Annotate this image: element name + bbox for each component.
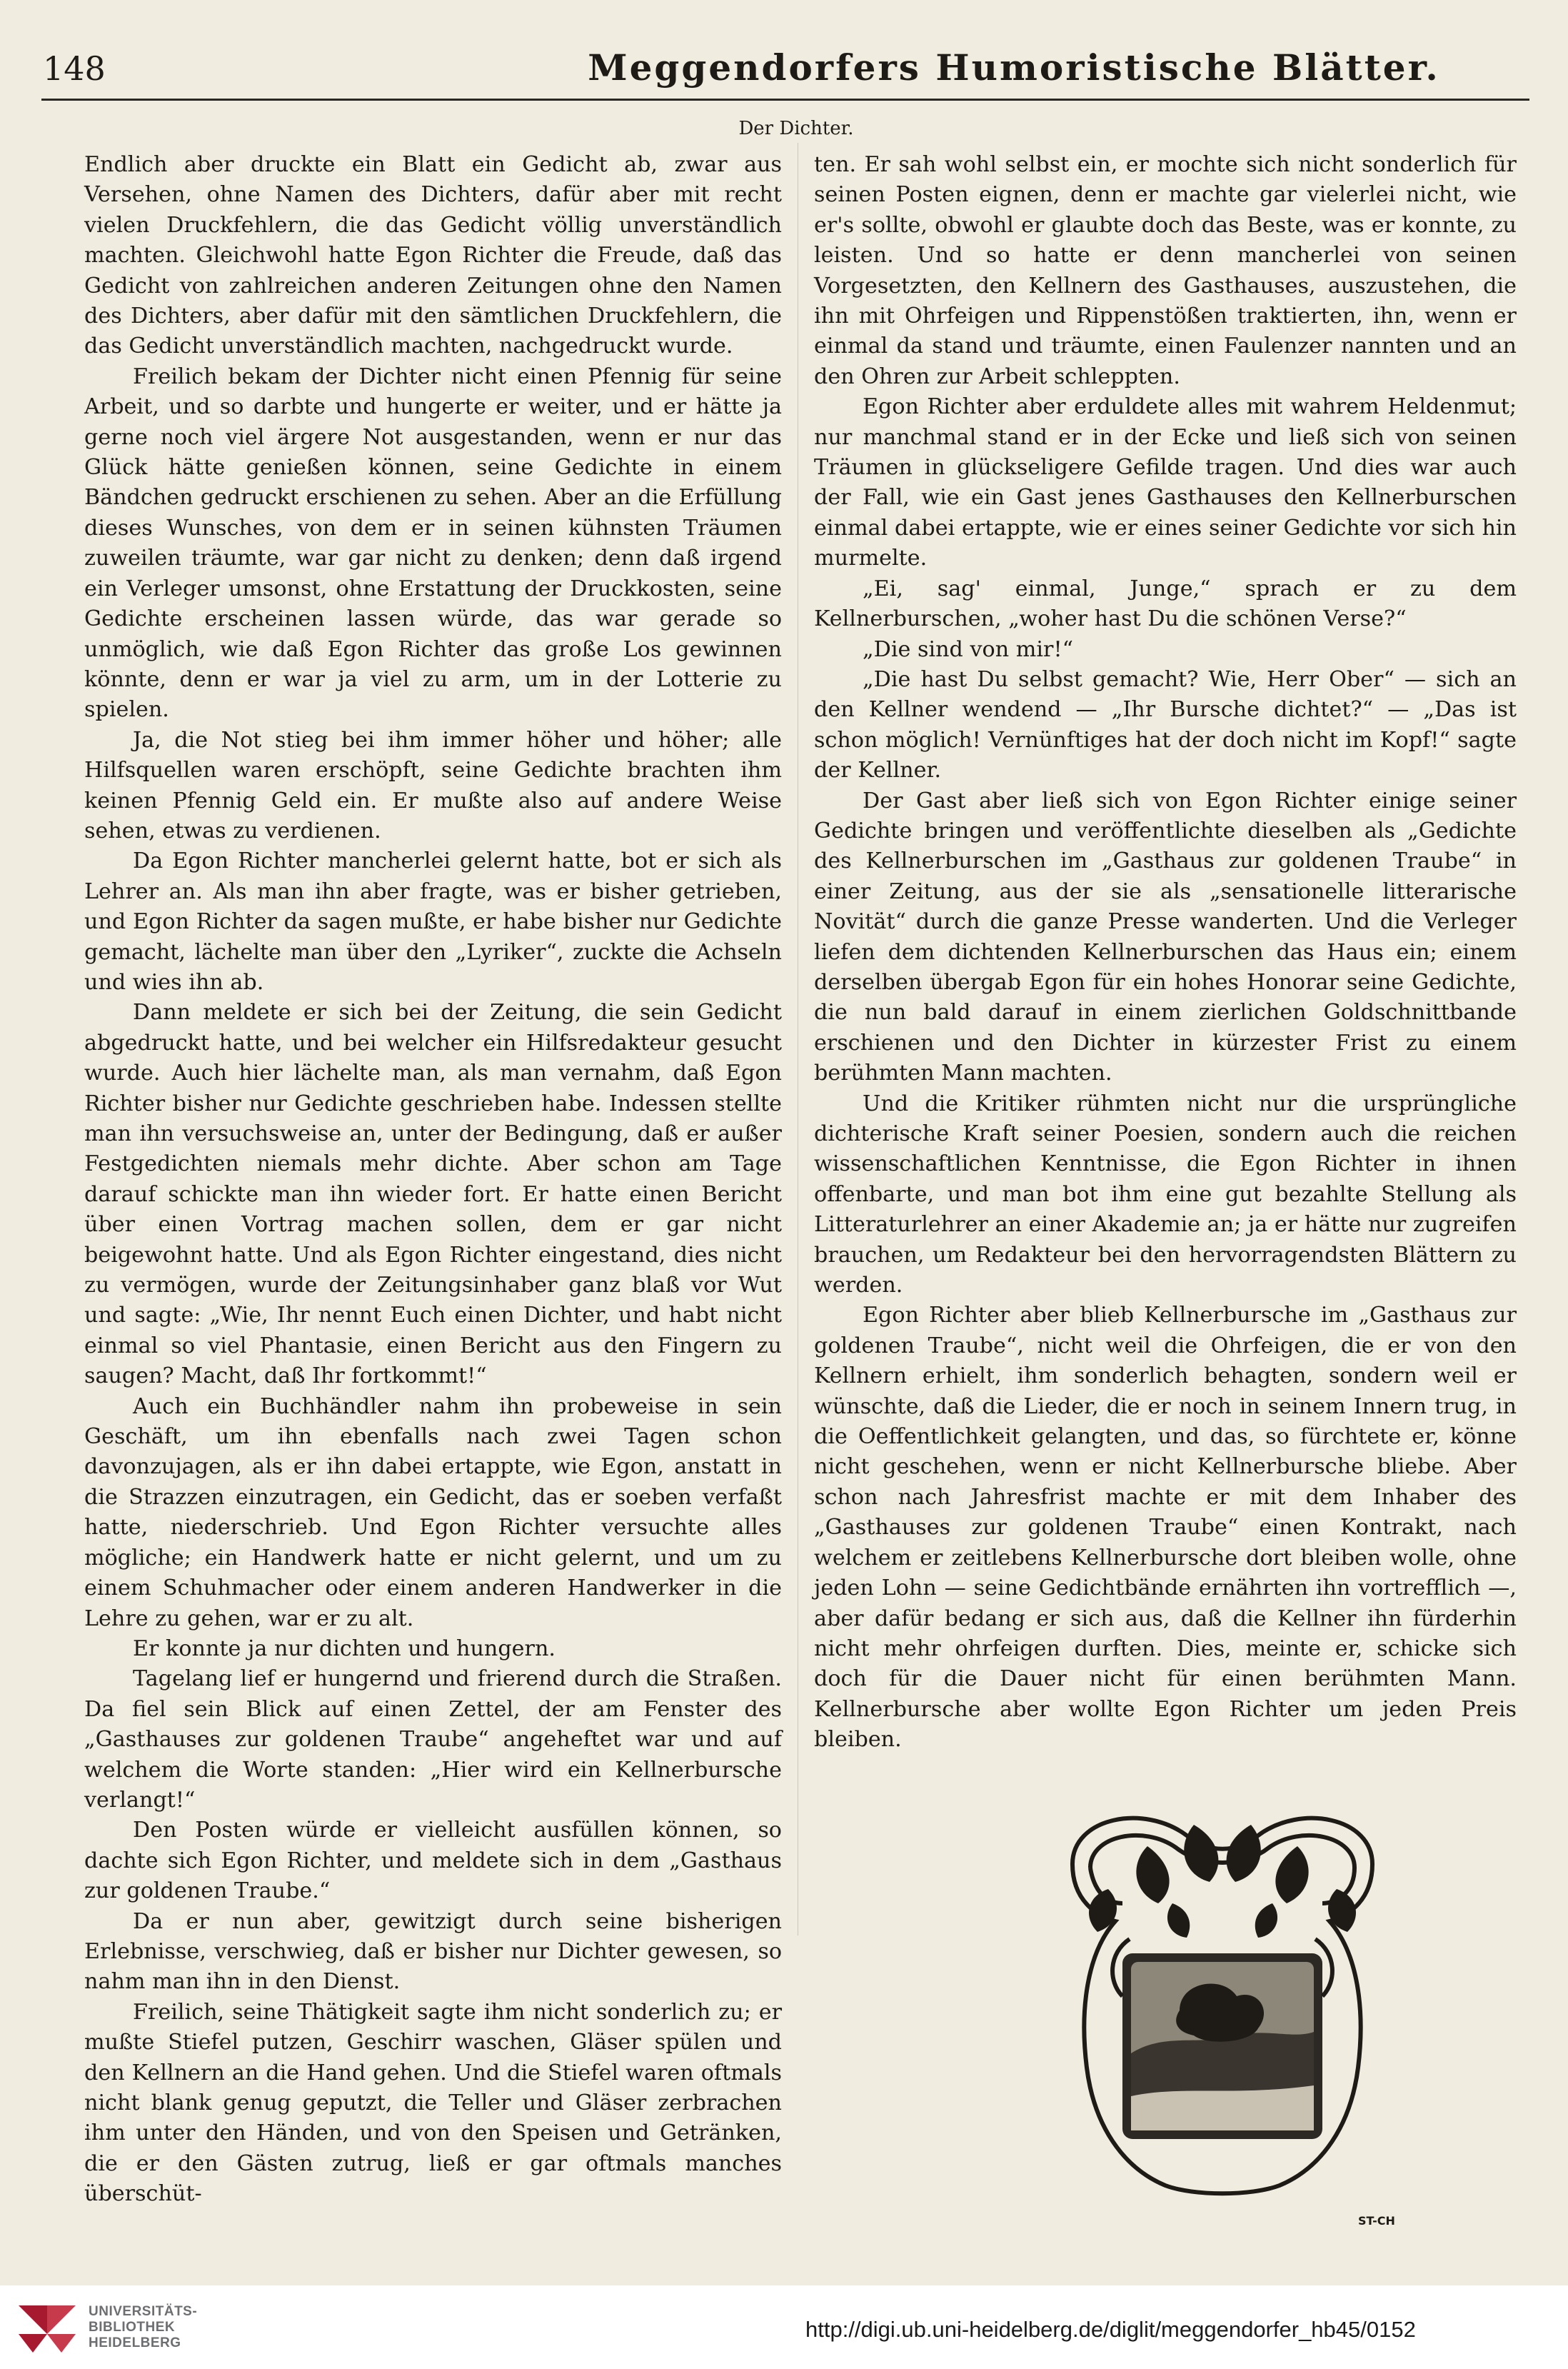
paragraph: Freilich bekam der Dichter nicht einen Pfennig für seine Arbeit, und so darbte und hungerte er weiter, und er hätte ja gerne noch viel ärgere Not ausgestanden, wenn er nur das Glück hätte genießen können, seine Gedichte in einem Bändchen gedruckt erschienen zu sehen. Aber an die Erfüllung dieses Wunsches, von dem er in seinen kühnsten Träumen zuweilen träumte, war gar nicht zu denken; denn daß irgend ein Verleger umsonst, ohne Erstattung der Druckkosten, seine Gedichte erscheinen lassen würde, das war gerade so unmöglich, wie daß Egon Richter das große Los gewinnen könnte, denn er war ja viel zu arm, um in der Lotterie zu spielen. xyxy=(84,364,782,723)
paragraph: „Die sind von mir!“ xyxy=(863,636,1074,662)
digitization-footer xyxy=(0,2285,1568,2369)
paragraph: ten. Er sah wohl selbst ein, er mochte sich nicht sonderlich für seinen Posten eignen, denn er machte gar vielerlei nicht, wie er's sollte, obwohl er glaubte doch das Beste, was er konnte, zu leisten. Und so hatte er denn mancherlei von seinen Vorgesetzten, den Kellnern des Gasthauses, auszustehen, die ihn mit Ohrfeigen und Rippenstößen traktierten, ihn, wenn er einmal da stand und träumte, einen Faulenzer nannten und an den Ohren zur Arbeit schleppten. xyxy=(814,152,1517,389)
paragraph: Der Gast aber ließ sich von Egon Richter einige seiner Gedichte bringen und veröffentlichte dieselben als „Gedichte des Kellnerburschen im „Gasthaus zur goldenen Traube“ in einer Zeitung, aus der sie als „sensationelle litterarische Novität“ durch die ganze Presse wanderten. Und die Verleger liefen dem dichtenden Kellnerburschen das Haus ein; einem derselben übergab Egon für ein hohes Honorar seine Gedichte, die nun bald darauf in einem zierlichen Goldschnittbande erschienen und den Dichter in kürzester Frist zu einem berühmten Mann machten. xyxy=(814,788,1517,1086)
library-name: UNIVERSITÄTS- BIBLIOTHEK HEIDELBERG xyxy=(89,2304,198,2350)
right-text-column xyxy=(814,150,1517,1756)
paragraph: „Die hast Du selbst gemacht? Wie, Herr Ober“ — sich an den Kellner wendend — „Ihr Bursche dichtet?“ — „Das ist schon möglich! Vernünftiges hat der doch nicht im Kopf!“ sagte der Kellner. xyxy=(814,666,1517,783)
page-header-title: Meggendorfers Humoristische Blätter. xyxy=(588,46,1440,89)
paragraph: Und die Kritiker rühmten nicht nur die ursprüngliche dichterische Kraft seiner Poesien, sondern auch die reichen wissenschaftlichen Kenntnisse, die Egon Richter in ihnen offenbarte, und man bot ihm eine gut bezahlte Stellung als Litteraturlehrer an einer Akademie an; ja er hätte nur zugreifen brauchen, um Redakteur bei den hervorragendsten Blättern zu werden. xyxy=(814,1091,1517,1298)
paragraph: Da Egon Richter mancherlei gelernt hatte, bot er sich als Lehrer an. Als man ihn aber fragte, was er bisher getrieben, und Egon Richter da sagen mußte, er habe bisher nur Gedichte gemacht, lächelte man über den „Lyriker“, zuckte die Achseln und wies ihn ab. xyxy=(84,848,782,995)
page-number: 148 xyxy=(43,49,106,88)
university-library-logo-icon xyxy=(11,2301,83,2357)
paragraph: Tagelang lief er hungernd und frierend durch die Straßen. Da fiel sein Blick auf einen Zettel, der am Fenster des „Gasthauses zur goldenen Traube“ angeheftet war und auf welchem die Worte standen: „Hier wird ein Kellnerbursche verlangt!“ xyxy=(84,1666,782,1813)
paragraph: Freilich, seine Thätigkeit sagte ihm nicht sonderlich zu; er mußte Stiefel putzen, Geschirr waschen, Gläser spülen und den Kellnern an die Hand gehen. Und die Stiefel waren oftmals nicht blank genug geputzt, die Teller und Gläser zerbrachen ihm unter den Händen, und von den Speisen und Getränken, die er den Gästen zutrug, ließ er gar oftmals manches überschüt- xyxy=(84,1999,782,2207)
art-nouveau-vignette xyxy=(1022,1796,1422,2232)
paragraph: Egon Richter aber erduldete alles mit wahrem Heldenmut; nur manchmal stand er in der Ecke und ließ sich von seinen Träumen in glückseligere Gefilde tragen. Und dies war auch der Fall, wie ein Gast jenes Gasthauses den Kellnerburschen einmal dabei ertappte, wie er eines seiner Gedichte vor sich hin murmelte. xyxy=(814,394,1517,571)
header-rule xyxy=(41,99,1529,101)
paragraph: Dann meldete er sich bei der Zeitung, die sein Gedicht abgedruckt hatte, und bei welcher ein Hilfsredakteur gesucht wurde. Auch hier lächelte man, als man vernahm, daß Egon Richter bisher nur Gedichte geschrieben habe. Indessen stellte man ihn versuchsweise an, unter der Bedingung, daß er außer Festgedichten niemals mehr dichte. Aber schon am Tage darauf schickte man ihn wieder fort. Er hatte einen Bericht über einen Vortrag machen sollen, dem er gar nicht beigewohnt hatte. Und als Egon Richter eingestand, dies nicht zu vermögen, wurde der Zeitungsinhaber ganz blaß vor Wut und sagte: „Wie, Ihr nennt Euch einen Dichter, und habt nicht einmal so viel Phantasie, einen Bericht aus den Fingern zu saugen? Macht, daß Ihr fortkommt!“ xyxy=(84,1000,782,1389)
vignette-signature: ST-CH xyxy=(1358,2214,1395,2228)
paragraph: Ja, die Not stieg bei ihm immer höher und höher; alle Hilfsquellen waren erschöpft, seine Gedichte brachten ihm keinen Pfennig Geld ein. Er mußte also auf andere Weise sehen, etwas zu verdienen. xyxy=(84,727,782,843)
paragraph: „Ei, sag' einmal, Junge,“ sprach er zu dem Kellnerburschen, „woher hast Du die schönen Verse?“ xyxy=(814,576,1517,632)
paragraph: Egon Richter aber blieb Kellnerbursche im „Gasthaus zur goldenen Traube“, nicht weil die Ohrfeigen, die er von den Kellnern erhielt, ihm sonderlich behagten, sondern weil er wünschte, daß die Lieder, die er noch in seinem Innern trug, in die Oeffentlichkeit gelangten, und das, so fürchtete er, könne nicht geschehen, wenn er nicht Kellnerbursche bliebe. Aber schon nach Jahresfrist machte er mit dem Inhaber des „Gasthauses zur goldenen Traube“ einen Kontrakt, nach welchem er zeitlebens Kellnerbursche dort bleiben wolle, ohne jeden Lohn — seine Gedichtbände ernährten ihn vortrefflich —, aber dafür bedang er sich aus, daß die Kellner ihn fürderhin nicht mehr ohrfeigen durften. Dies, meinte er, schicke sich doch für die Dauer nicht für einen berühmten Mann. Kellnerbursche aber wollte Egon Richter um jeden Preis bleiben. xyxy=(814,1303,1517,1753)
story-title: Der Dichter. xyxy=(738,118,854,139)
paragraph: Endlich aber druckte ein Blatt ein Gedicht ab, zwar aus Versehen, ohne Namen des Dichters, dafür aber mit recht vielen Druckfehlern, die das Gedicht völlig unverständlich machten. Gleichwohl hatte Egon Richter die Freude, daß das Gedicht von zahlreichen anderen Zeitungen ohne den Namen des Dichters, aber dafür mit den sämtlichen Druckfehlern, die das Gedicht unverständlich machten, nachgedruckt wurde. xyxy=(84,152,782,359)
permalink-url[interactable]: http://digi.ub.uni-heidelberg.de/diglit/meggendorfer_hb45/0152 xyxy=(805,2317,1416,2342)
paragraph: Da er nun aber, gewitzigt durch seine bisherigen Erlebnisse, verschwieg, daß er bisher nur Dichter gewesen, so nahm man ihn in den Dienst. xyxy=(84,1908,782,1995)
paragraph: Er konnte ja nur dichten und hungern. xyxy=(133,1636,556,1661)
paragraph: Den Posten würde er vielleicht ausfüllen können, so dachte sich Egon Richter, und meldete sich in dem „Gasthaus zur goldenen Traube.“ xyxy=(84,1818,782,1904)
paragraph: Auch ein Buchhändler nahm ihn probeweise in sein Geschäft, um ihn ebenfalls nach zwei Tagen schon davonzujagen, als er ihn dabei ertappte, wie Egon, anstatt in die Strazzen einzutragen, ein Gedicht, das er soeben verfaßt hatte, niederschrieb. Und Egon Richter versuchte alles mögliche; ein Handwerk hatte er nicht gelernt, und um zu einem Schuhmacher oder einem anderen Handwerker in die Lehre zu gehen, war er zu alt. xyxy=(84,1393,782,1631)
left-text-column xyxy=(84,150,782,2210)
